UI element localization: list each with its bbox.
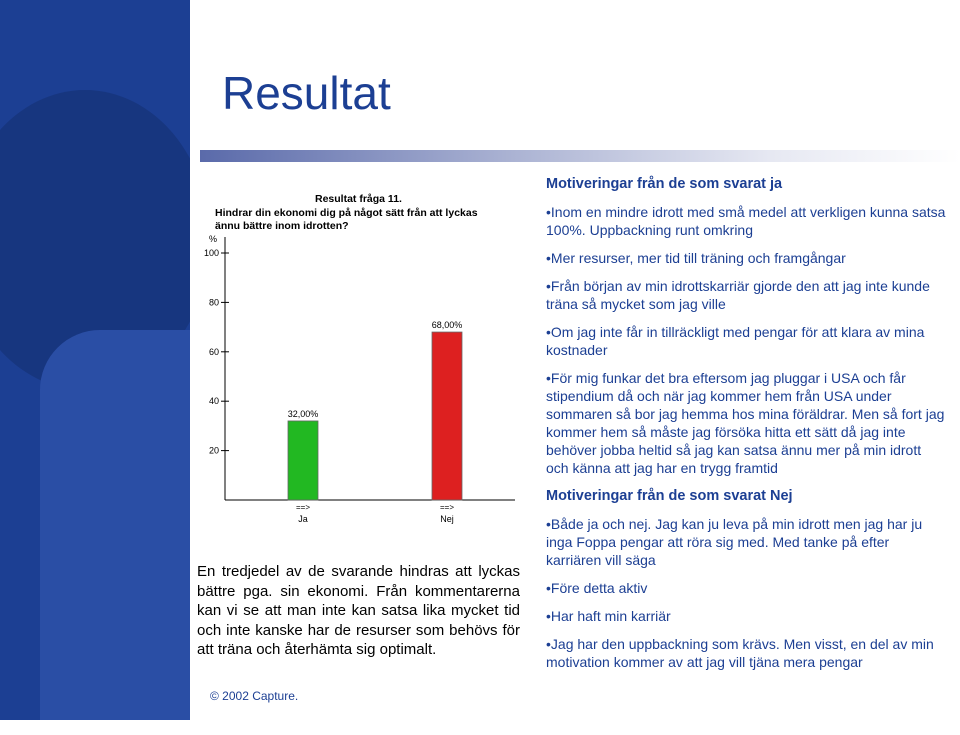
summary-text: En tredjedel av de svarande hindras att lyckas bättre pga. sin ekonomi. Från kommentarerna kan vi se att man inte kan satsa lika mycket tid och inte kanske har de resurser som behövs för att träna och återhämta sig optimalt.: [197, 563, 520, 658]
comment-text: Om jag inte får in tillräckligt med pengar för att klara av mina kostnader: [546, 324, 925, 358]
slide-title: Resultat: [222, 67, 391, 119]
comment-text: Både ja och nej. Jag kan ju leva på min idrott men jag har ju inga Foppa pengar att röra sig med. Med tanke på efter karriären vill säga: [546, 516, 923, 568]
y-tick-label: 80: [208, 297, 219, 308]
bar-chart: [195, 185, 525, 545]
comment-text: Mer resurser, mer tid till träning och framgångar: [550, 250, 846, 266]
comments-panel: [546, 175, 946, 671]
comment-text: Jag har den uppbackning som krävs. Men visst, en del av min motivation kommer av att jag vill tjäna mera pengar: [546, 636, 934, 670]
y-tick-label: 60: [208, 346, 219, 357]
data-label: 32,00%: [287, 408, 319, 419]
data-label: 68,00%: [431, 320, 463, 331]
chart-subtitle: Hindrar din ekonomi dig på något sätt från att lyckas: [215, 207, 478, 219]
chart-title: Resultat fråga 11.: [315, 193, 402, 205]
comment-item: [546, 369, 946, 477]
comment-item: [546, 579, 946, 597]
comment-item: [546, 515, 946, 569]
comment-item: [546, 277, 946, 313]
y-axis-label: %: [209, 234, 218, 244]
category-prefix: ==>: [295, 503, 311, 512]
comment-item: [546, 249, 946, 267]
y-tick-label: 20: [208, 445, 219, 456]
comment-text: Före detta aktiv: [550, 580, 648, 596]
heading-yes: Motiveringar från de som svarat ja: [546, 176, 783, 192]
x-tick-label: Ja: [298, 514, 308, 524]
chart-subtitle: ännu bättre inom idrotten?: [215, 220, 349, 232]
comment-text: Från början av min idrottskarriär gjorde den att jag inte kunde träna så mycket som jag ville: [546, 278, 930, 312]
title-divider: [200, 150, 960, 162]
comment-item: [546, 607, 946, 625]
comment-text: För mig funkar det bra eftersom jag pluggar i USA och får stipendium då och när jag kommer hem från USA under sommaren så bor jag hemma hos mina föräldrar. Men så fort jag kommer hem så måste jag försöka hitta ett sätt då jag inte behöver jobba heltid så jag kan satsa ännu mer på min idrott och känna att jag har en trygg framtid: [546, 370, 945, 476]
bar-ja: [288, 421, 318, 500]
comment-item: [546, 203, 946, 239]
comment-item: [546, 323, 946, 359]
comment-text: Har haft min karriär: [550, 608, 671, 624]
decorative-sidebar: [0, 0, 190, 720]
comment-text: Inom en mindre idrott med små medel att verkligen kunna satsa 100%. Uppbackning runt omkring: [546, 204, 946, 238]
heading-no: Motiveringar från de som svarat Nej: [546, 488, 793, 504]
decorative-shape: [40, 330, 190, 720]
y-tick-label: 100: [203, 248, 219, 258]
y-tick-label: 40: [208, 396, 219, 407]
comment-item: [546, 635, 946, 671]
copyright-text: © 2002 Capture.: [210, 689, 299, 703]
x-tick-label: Nej: [440, 514, 454, 524]
bar-nej: [432, 332, 462, 500]
category-prefix: ==>: [439, 503, 455, 512]
